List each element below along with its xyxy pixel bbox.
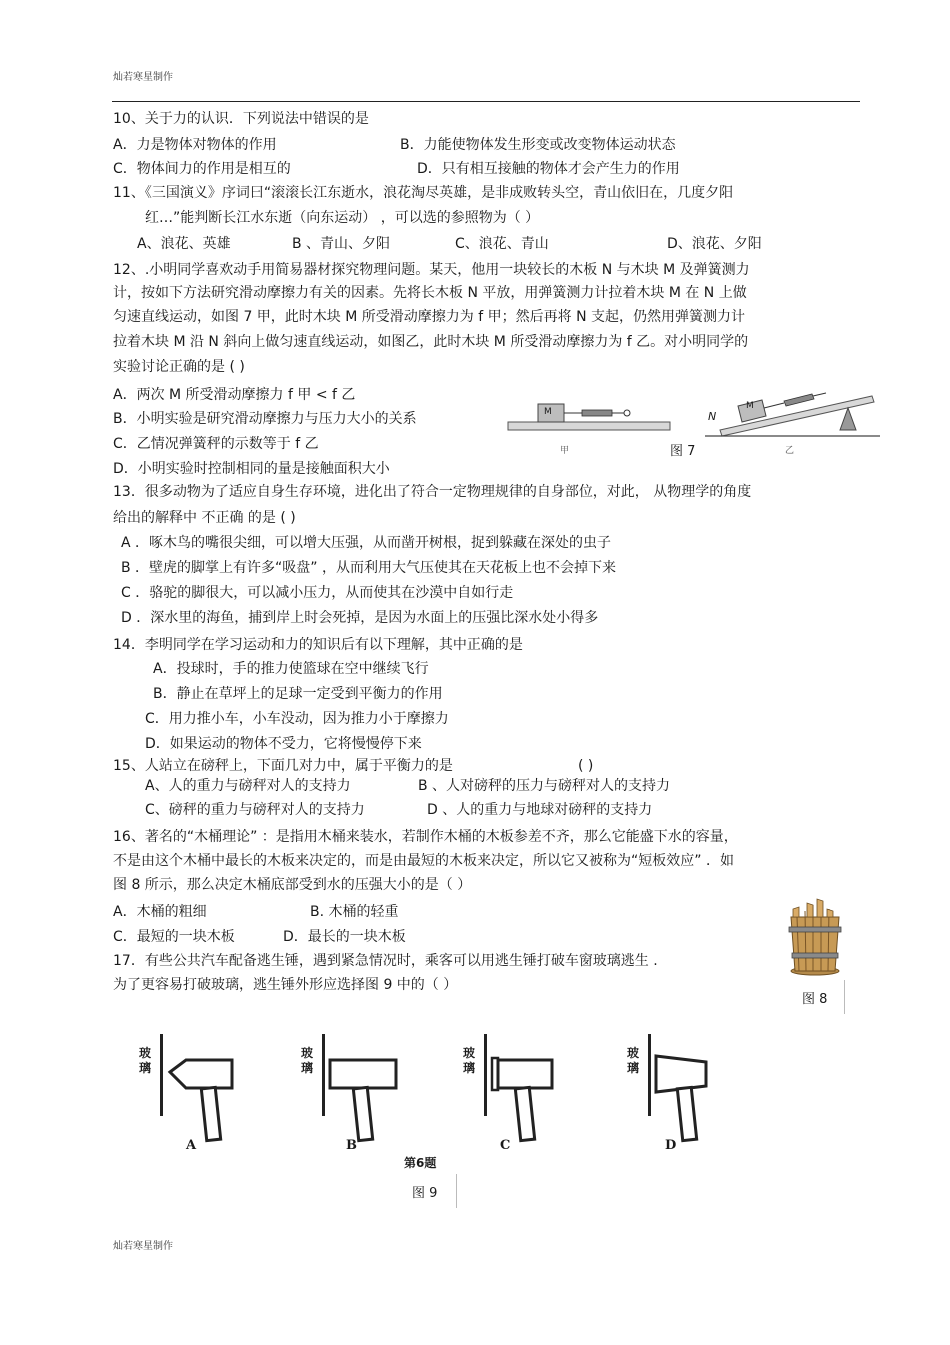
page-header: 灿若寒星制作 (113, 72, 173, 83)
q12-line-5: 实验讨论正确的是 ( ) (113, 359, 245, 375)
q11-option-b: B 、青山、夕阳 (292, 236, 391, 252)
q14-option-d: D．如果运动的物体不受力，它将慢慢停下来 (145, 736, 422, 752)
fig9-option-b: B (346, 1138, 357, 1153)
q11-line-2: 红…”能判断长江水东逝（向东运动） ，可以选的参照物为（ ） (145, 210, 540, 226)
q15-option-b: B 、人对磅秤的压力与磅秤对人的支持力 (418, 778, 671, 794)
q14-option-c: C．用力推小车，小车没动，因为推力小于摩擦力 (145, 711, 449, 727)
q15-option-c: C、磅秤的重力与磅秤对人的支持力 (145, 802, 365, 818)
q10-option-d: D．只有相互接触的物体才会产生力的作用 (417, 161, 680, 177)
q11-line-1: 11、《三国演义》序词曰“滚滚长江东逝水，浪花淘尽英雄，是非成败转头空，青山依旧在，几度夕阳 (113, 185, 734, 201)
q13-option-b: B ．壁虎的脚掌上有许多“吸盘” ，从而利用大气压使其在天花板上也不会掉下来 (121, 560, 617, 576)
q16-line-2: 不是由这个木桶中最长的木板来决定的，而是由最短的木板来决定，所以它又被称为“短板效应” ．如 (113, 853, 734, 869)
q13-option-a: A ．啄木鸟的嘴很尖细，可以增大压强，从而凿开树根，捉到躲藏在深处的虫子 (121, 535, 612, 551)
q15-answer-paren: ( ) (578, 758, 594, 774)
q10-option-c: C．物体间力的作用是相互的 (113, 161, 291, 177)
q12-line-1: 12、.小明同学喜欢动手用简易器材探究物理问题。某天，他用一块较长的木板 N 与木块 M 及弹簧测力 (113, 262, 750, 278)
q16-option-a: A．木桶的粗细 (113, 904, 207, 920)
bucket-icon (783, 897, 847, 977)
fig8-caption: 图 8 (802, 992, 828, 1007)
fig9-glass-label-c: 玻璃 (463, 1046, 476, 1075)
fig7-caption: 图 7 (670, 444, 696, 459)
fig9-sub-caption: 第6题 (404, 1156, 437, 1170)
fig9-glass-label-d: 玻璃 (627, 1046, 640, 1075)
q12-line-2: 计，按如下方法研究滑动摩擦力有关的因素。先将长木板 N 平放，用弹簧测力计拉着木块 M 在 N 上做 (113, 285, 747, 301)
q12-line-3: 匀速直线运动，如图 7 甲，此时木块 M 所受滑动摩擦力为 f 甲；然后再将 N 支起，仍然用弹簧测力计 (113, 309, 745, 325)
q12-option-a: A．两次 M 所受滑动摩擦力 f 甲 < f 乙 (113, 387, 356, 403)
q12-option-b: B．小明实验是研究滑动摩擦力与压力大小的关系 (113, 411, 417, 427)
q15-option-a: A、人的重力与磅秤对人的支持力 (145, 778, 351, 794)
fig7-block-m-label: M (544, 407, 552, 417)
fig9-divider (456, 1174, 457, 1208)
page-footer: 灿若寒星制作 (113, 1241, 173, 1252)
fig9-glass-label-a: 玻璃 (139, 1046, 152, 1075)
q13-option-c: C ．骆驼的脚很大，可以减小压力，从而使其在沙漠中自如行走 (121, 585, 514, 601)
q11-option-c: C、浪花、青山 (455, 236, 549, 252)
header-rule (112, 101, 860, 102)
q12-line-4: 拉着木块 M 沿 N 斜向上做匀速直线运动，如图乙，此时木块 M 所受滑动摩擦力为 f 乙。对小明同学的 (113, 334, 749, 350)
q17-line-2: 为了更容易打破玻璃，逃生锤外形应选择图 9 中的（ ） (113, 977, 458, 993)
q15-stem: 15、人站立在磅秤上，下面几对力中，属于平衡力的是 (113, 758, 453, 774)
q15-option-d: D 、人的重力与地球对磅秤的支持力 (427, 802, 653, 818)
fig7-jia-label: 甲 (560, 446, 570, 456)
q16-line-1: 16、著名的“木桶理论” ：是指用木桶来装水，若制作木桶的木板参差不齐，那么它能盛下水的容量， (113, 829, 738, 845)
q14-stem: 14．李明同学在学习运动和力的知识后有以下理解，其中正确的是 (113, 637, 523, 653)
fig9-glass-label-b: 玻璃 (301, 1046, 314, 1075)
q16-line-3: 图 8 所示，那么决定木桶底部受到水的压强大小的是（ ） (113, 877, 472, 893)
q10-option-a: A．力是物体对物体的作用 (113, 137, 277, 153)
q16-option-b: B. 木桶的轻重 (310, 904, 399, 920)
fig9-option-d: D (665, 1138, 677, 1153)
q13-line-1: 13．很多动物为了适应自身生存环境，进化出了符合一定物理规律的自身部位，对此， 从物理学的角度 (113, 484, 752, 500)
q16-option-c: C．最短的一块木板 (113, 929, 235, 945)
fig7-board-n-label: N (708, 410, 717, 423)
q13-line-2: 给出的解释中 不正确 的是 ( ) (113, 510, 296, 526)
q14-option-a: A．投球时，手的推力使篮球在空中继续飞行 (153, 661, 429, 677)
fig7-block-m-incline-label: M (746, 401, 754, 411)
q10-stem: 10、关于力的认识．下列说法中错误的是 (113, 111, 369, 127)
fig9-caption: 图 9 (412, 1186, 438, 1201)
q11-option-a: A、浪花、英雄 (137, 236, 231, 252)
fig7-yi-label: 乙 (785, 446, 795, 456)
fig8-divider (844, 980, 845, 1014)
fig9-option-a: A (186, 1138, 197, 1153)
fig9-option-c: C (500, 1138, 511, 1153)
q14-option-b: B．静止在草坪上的足球一定受到平衡力的作用 (153, 686, 443, 702)
q11-option-d: D、浪花、夕阳 (667, 236, 762, 252)
q10-option-b: B．力能使物体发生形变或改变物体运动状态 (400, 137, 676, 153)
q17-line-1: 17．有些公共汽车配备逃生锤，遇到紧急情况时，乘客可以用逃生锤打破车窗玻璃逃生 . (113, 953, 658, 969)
q12-option-c: C．乙情况弹簧秤的示数等于 f 乙 (113, 436, 319, 452)
q12-option-d: D．小明实验时控制相同的量是接触面积大小 (113, 461, 390, 477)
q16-option-d: D．最长的一块木板 (283, 929, 406, 945)
q13-option-d: D ．深水里的海鱼，捕到岸上时会死掉，是因为水面上的压强比深水处小得多 (121, 610, 599, 626)
